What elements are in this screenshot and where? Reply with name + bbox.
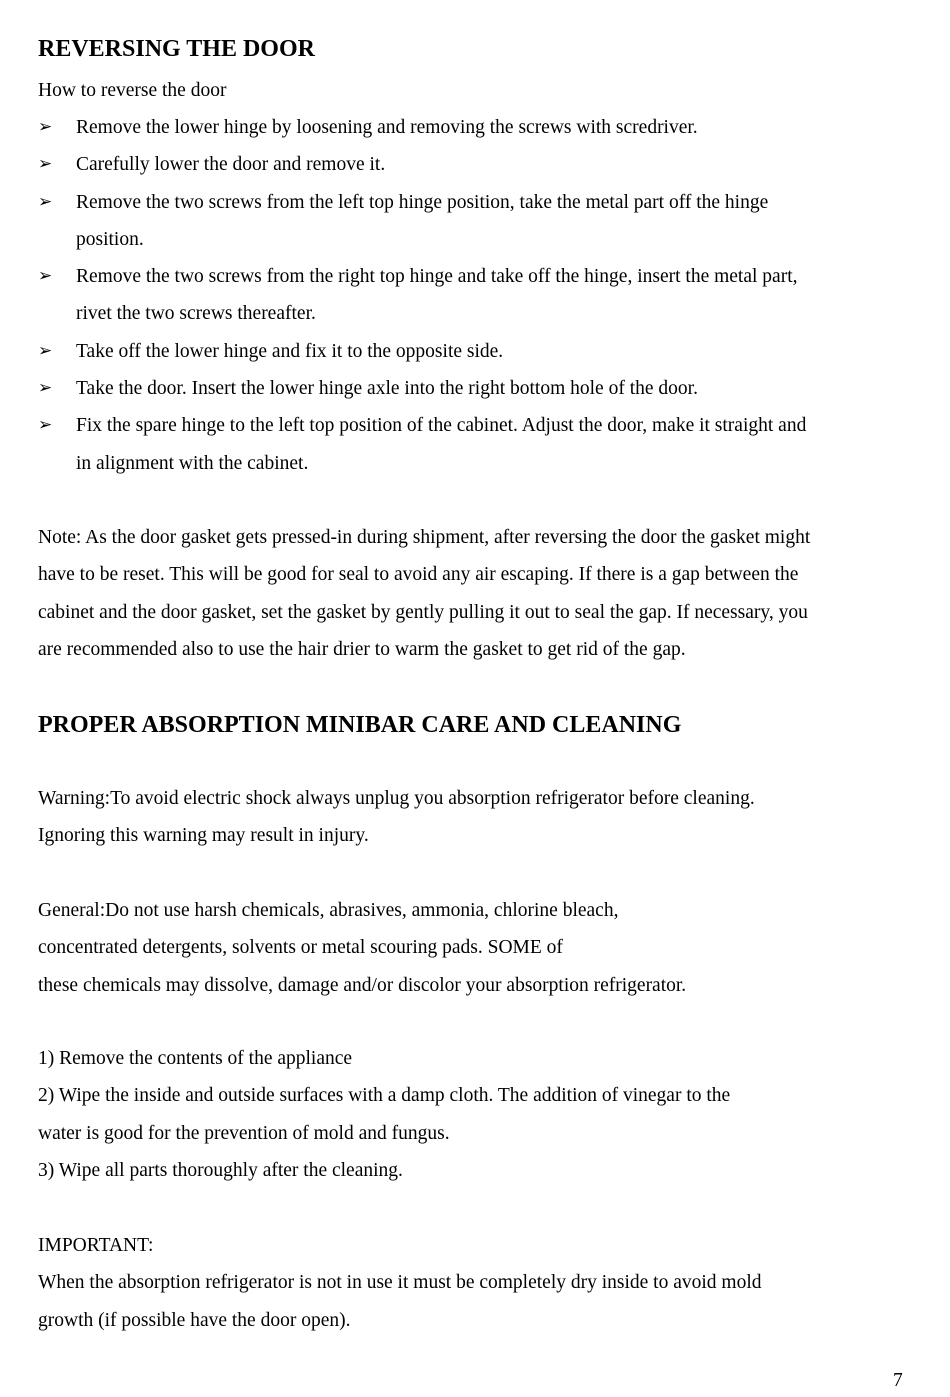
step-text: Carefully lower the door and remove it. (76, 154, 386, 176)
note-line: cabinet and the door gasket, set the gasket by gently pulling it out to seal the gap. If necessary, you (38, 601, 808, 623)
cleaning-steps (38, 1040, 730, 1189)
arrow-bullet-icon: ➢ (38, 117, 53, 137)
step-text: Take off the lower hinge and fix it to the opposite side. (76, 340, 504, 362)
cleaning-step-line: 1) Remove the contents of the appliance (38, 1048, 353, 1069)
arrow-bullet-icon: ➢ (38, 378, 53, 399)
list-item (38, 407, 918, 482)
arrow-bullet-icon: ➢ (38, 266, 53, 287)
list-item (38, 333, 918, 370)
section-title-care-cleaning: PROPER ABSORPTION MINIBAR CARE AND CLEANING (38, 712, 682, 738)
reversing-steps-list (38, 109, 918, 482)
note-line: are recommended also to use the hair drier to warm the gasket to get rid of the gap. (38, 638, 686, 660)
important-line: growth (if possible have the door open). (38, 1309, 351, 1331)
general-paragraph (38, 892, 686, 1004)
list-item (38, 184, 918, 259)
general-line: concentrated detergents, solvents or metal scouring pads. SOME of (38, 937, 563, 959)
list-item (38, 370, 918, 407)
important-paragraph (38, 1227, 762, 1339)
important-line: When the absorption refrigerator is not in use it must be completely dry inside to avoid mold (38, 1272, 762, 1294)
arrow-bullet-icon: ➢ (38, 415, 53, 436)
cleaning-step-line: 3) Wipe all parts thoroughly after the cleaning. (38, 1159, 403, 1181)
step-text-continued: rivet the two screws thereafter. (76, 303, 316, 325)
section-title-reversing-door: REVERSING THE DOOR (38, 36, 315, 62)
cleaning-step-line: 2) Wipe the inside and outside surfaces with a damp cloth. The addition of vinegar to the (38, 1085, 731, 1107)
note-line: Note: As the door gasket gets pressed-in during shipment, after reversing the door the gasket might (38, 527, 811, 548)
step-text-continued: position. (76, 228, 144, 250)
general-line: these chemicals may dissolve, damage and/or discolor your absorption refrigerator. (38, 974, 687, 996)
cleaning-step-line: water is good for the prevention of mold and fungus. (38, 1122, 450, 1144)
list-item (38, 109, 918, 146)
step-text: Remove the two screws from the left top hinge position, take the metal part off the hinge (76, 191, 769, 213)
list-item (38, 146, 918, 183)
general-line: General:Do not use harsh chemicals, abrasives, ammonia, chlorine bleach, (38, 900, 619, 921)
intro-text: How to reverse the door (38, 80, 227, 101)
step-text-continued: in alignment with the cabinet. (76, 452, 309, 474)
step-text: Remove the two screws from the right top hinge and take off the hinge, insert the metal part, (76, 266, 798, 288)
step-text: Fix the spare hinge to the left top position of the cabinet. Adjust the door, make it straight and (76, 415, 807, 437)
arrow-bullet-icon: ➢ (38, 340, 53, 361)
page-number: 7 (893, 1370, 903, 1391)
step-text: Take the door. Insert the lower hinge axle into the right bottom hole of the door. (76, 378, 698, 400)
arrow-bullet-icon: ➢ (38, 154, 53, 175)
list-item (38, 258, 918, 333)
note-paragraph (38, 519, 810, 668)
warning-line: Ignoring this warning may result in injury. (38, 825, 369, 847)
note-line: have to be reset. This will be good for seal to avoid any air escaping. If there is a gap between the (38, 564, 799, 586)
warning-paragraph (38, 780, 755, 855)
arrow-bullet-icon: ➢ (38, 191, 53, 212)
warning-line: Warning:To avoid electric shock always unplug you absorption refrigerator before cleaning. (38, 788, 755, 809)
important-label: IMPORTANT: (38, 1235, 154, 1256)
step-text: Remove the lower hinge by loosening and removing the screws with scredriver. (76, 117, 698, 138)
